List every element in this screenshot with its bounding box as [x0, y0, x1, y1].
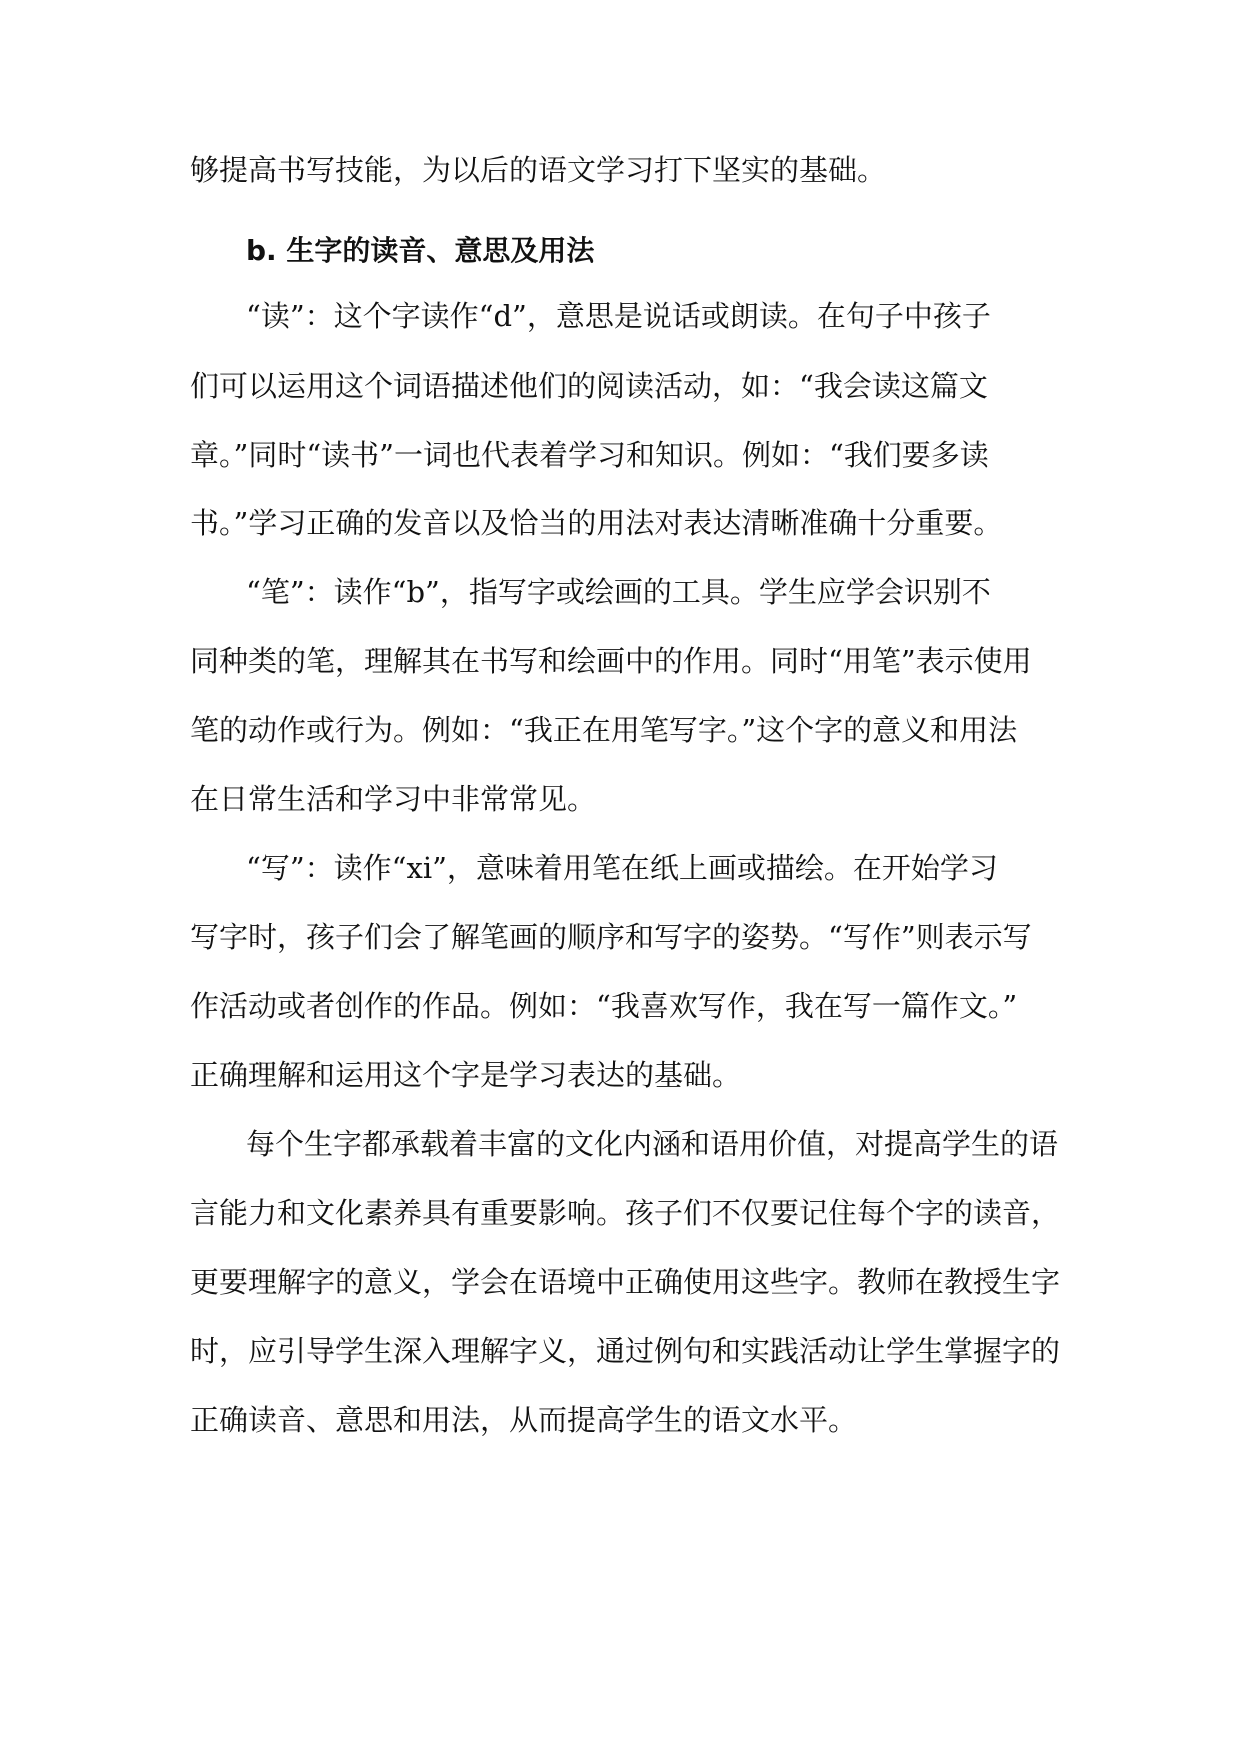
text-line: 笔的动作或行为。例如：“我正在用笔写字。”这个字的意义和用法: [190, 713, 1018, 747]
text-line: 言能力和文化素养具有重要影响。孩子们不仅要记住每个字的读音，: [190, 1196, 1061, 1230]
text-line: 作活动或者创作的作品。例如：“我喜欢写作，我在写一篇作文。”: [190, 989, 1018, 1023]
text-line: 够提高书写技能，为以后的语文学习打下坚实的基础。: [190, 153, 887, 187]
text-line: “笔”：读作“b”，指写字或绘画的工具。学生应学会识别不: [246, 575, 991, 609]
section-heading: b. 生字的读音、意思及用法: [246, 234, 595, 267]
text-line: “写”：读作“xi”，意味着用笔在纸上画或描绘。在开始学习: [246, 851, 998, 885]
text-line: 更要理解字的意义，学会在语境中正确使用这些字。教师在教授生字: [190, 1265, 1061, 1299]
text-line: 每个生字都承载着丰富的文化内涵和语用价值，对提高学生的语: [246, 1127, 1059, 1161]
text-line: 章。”同时“读书”一词也代表着学习和知识。例如：“我们要多读: [190, 438, 989, 472]
text-line: 时，应引导学生深入理解字义，通过例句和实践活动让学生掌握字的: [190, 1334, 1061, 1368]
text-line: 正确理解和运用这个字是学习表达的基础。: [190, 1058, 742, 1092]
text-line: 在日常生活和学习中非常常见。: [190, 782, 597, 816]
text-line: 同种类的笔，理解其在书写和绘画中的作用。同时“用笔”表示使用: [190, 644, 1032, 678]
text-line: “读”：这个字读作“d”，意思是说话或朗读。在句子中孩子: [246, 299, 991, 333]
text-line: 书。”学习正确的发音以及恰当的用法对表达清晰准确十分重要。: [190, 506, 1003, 540]
text-line: 们可以运用这个词语描述他们的阅读活动，如：“我会读这篇文: [190, 369, 988, 403]
text-line: 写字时，孩子们会了解笔画的顺序和写字的姿势。“写作”则表示写: [190, 920, 1032, 954]
text-line: 正确读音、意思和用法，从而提高学生的语文水平。: [190, 1403, 858, 1437]
